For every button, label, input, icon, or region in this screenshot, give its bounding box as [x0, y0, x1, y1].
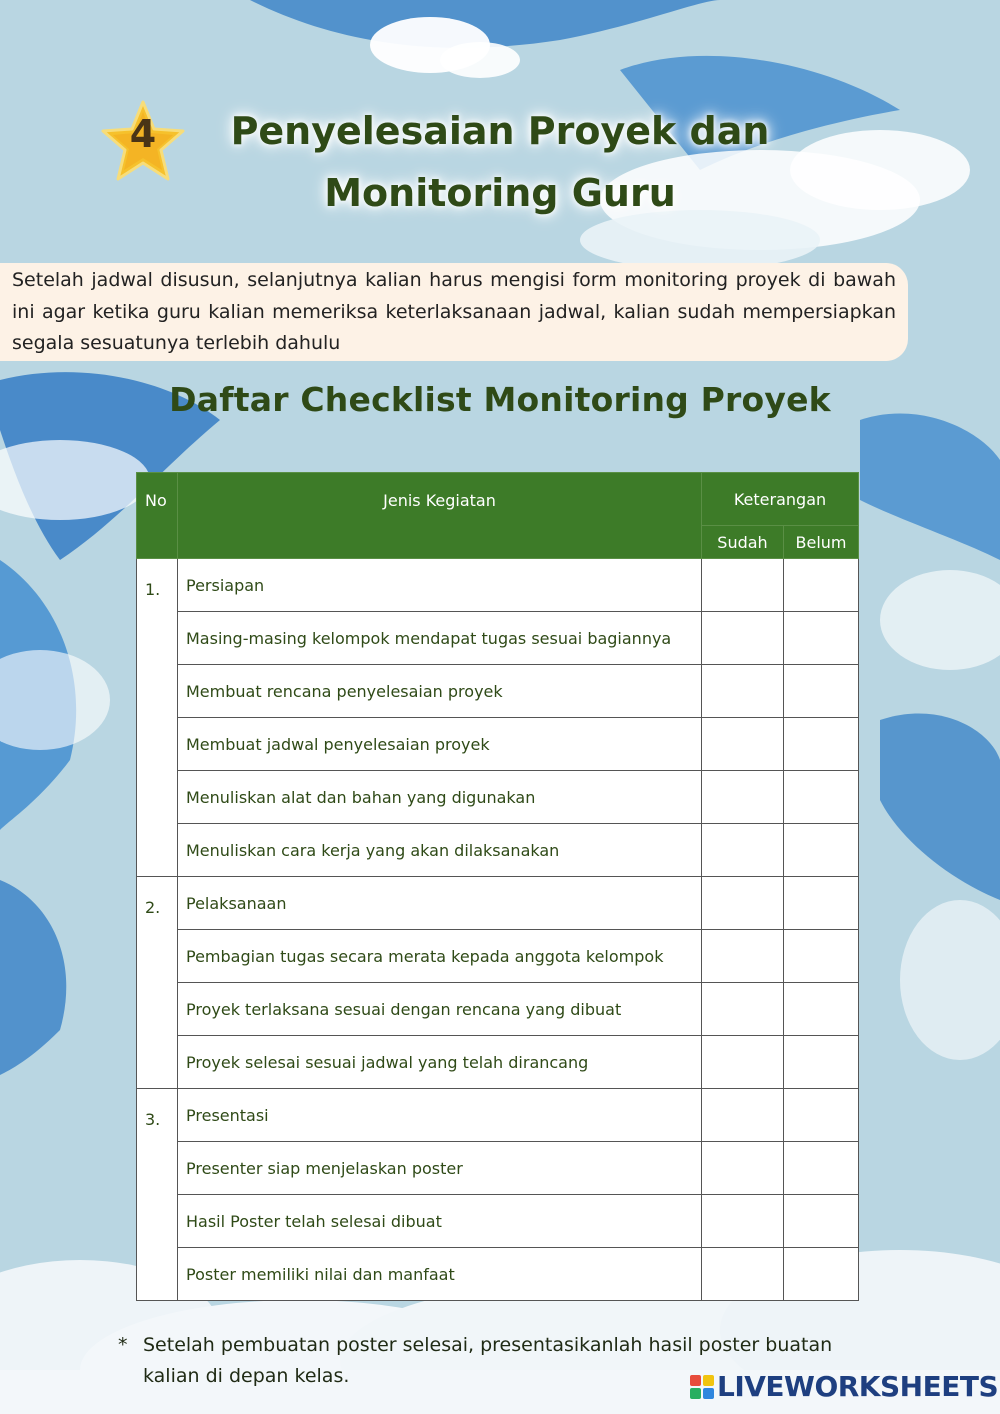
- activity-label: Membuat rencana penyelesaian proyek: [178, 665, 702, 718]
- belum-cell[interactable]: [784, 665, 859, 718]
- sudah-cell[interactable]: [702, 824, 784, 877]
- header-belum: Belum: [784, 526, 859, 559]
- activity-label: Hasil Poster telah selesai dibuat: [178, 1195, 702, 1248]
- sudah-cell[interactable]: [702, 983, 784, 1036]
- belum-cell[interactable]: [784, 930, 859, 983]
- table-row: [137, 1142, 859, 1195]
- activity-label: Presenter siap menjelaskan poster: [178, 1142, 702, 1195]
- belum-cell[interactable]: [784, 1089, 859, 1142]
- activity-label: Poster memiliki nilai dan manfaat: [178, 1248, 702, 1301]
- belum-cell[interactable]: [784, 1195, 859, 1248]
- table-row: [137, 1195, 859, 1248]
- sudah-cell[interactable]: [702, 771, 784, 824]
- sudah-cell[interactable]: [702, 1142, 784, 1195]
- sudah-cell[interactable]: [702, 877, 784, 930]
- row-number: 3.: [137, 1089, 178, 1301]
- activity-label: Menuliskan cara kerja yang akan dilaksanakan: [178, 824, 702, 877]
- sudah-cell[interactable]: [702, 559, 784, 612]
- sudah-cell[interactable]: [702, 1195, 784, 1248]
- header-no: No: [137, 473, 178, 559]
- checklist-table: [136, 472, 859, 1301]
- activity-label: Proyek terlaksana sesuai dengan rencana yang dibuat: [178, 983, 702, 1036]
- checklist-title: Daftar Checklist Monitoring Proyek: [169, 380, 831, 419]
- title-line-2: Monitoring Guru: [324, 171, 676, 215]
- activity-label: Persiapan: [178, 559, 702, 612]
- table-row: [137, 983, 859, 1036]
- sudah-cell[interactable]: [702, 930, 784, 983]
- belum-cell[interactable]: [784, 612, 859, 665]
- belum-cell[interactable]: [784, 1142, 859, 1195]
- activity-label: Masing-masing kelompok mendapat tugas sesuai bagiannya: [178, 612, 702, 665]
- footnote-asterisk: *: [118, 1334, 128, 1356]
- table-row: [137, 718, 859, 771]
- belum-cell[interactable]: [784, 718, 859, 771]
- sudah-cell[interactable]: [702, 1036, 784, 1089]
- belum-cell[interactable]: [784, 983, 859, 1036]
- header-jenis-kegiatan: Jenis Kegiatan: [178, 473, 702, 559]
- liveworksheets-logo: [690, 1370, 998, 1403]
- step-number: 4: [129, 112, 157, 156]
- row-number: 2.: [137, 877, 178, 1089]
- activity-label: Menuliskan alat dan bahan yang digunakan: [178, 771, 702, 824]
- table-row: [137, 1089, 859, 1142]
- belum-cell[interactable]: [784, 1248, 859, 1301]
- table-row: [137, 877, 859, 930]
- title-line-1: Penyelesaian Proyek dan: [230, 109, 770, 153]
- table-row: [137, 1036, 859, 1089]
- activity-label: Membuat jadwal penyelesaian proyek: [178, 718, 702, 771]
- table-row: [137, 665, 859, 718]
- table-row: [137, 612, 859, 665]
- belum-cell[interactable]: [784, 771, 859, 824]
- row-number: 1.: [137, 559, 178, 877]
- footnote-text: Setelah pembuatan poster selesai, presentasikanlah hasil poster buatan kalian di depan kelas.: [143, 1334, 833, 1387]
- sudah-cell[interactable]: [702, 718, 784, 771]
- table-row: [137, 824, 859, 877]
- belum-cell[interactable]: [784, 877, 859, 930]
- activity-label: Pelaksanaan: [178, 877, 702, 930]
- sudah-cell[interactable]: [702, 1089, 784, 1142]
- header-keterangan: Keterangan: [702, 473, 859, 526]
- table-row: [137, 1248, 859, 1301]
- table-row: [137, 559, 859, 612]
- header-sudah: Sudah: [702, 526, 784, 559]
- intro-paragraph: Setelah jadwal disusun, selanjutnya kalian harus mengisi form monitoring proyek di bawah ini agar ketika guru kalian memeriksa keterlaksanaan jadwal, kalian sudah mempersiapkan segala sesuatunya terlebih dahulu: [0, 263, 908, 361]
- belum-cell[interactable]: [784, 559, 859, 612]
- activity-label: Proyek selesai sesuai jadwal yang telah dirancang: [178, 1036, 702, 1089]
- sudah-cell[interactable]: [702, 612, 784, 665]
- sudah-cell[interactable]: [702, 1248, 784, 1301]
- page-title: [150, 100, 850, 224]
- sudah-cell[interactable]: [702, 665, 784, 718]
- brand-grid-icon: [690, 1375, 714, 1399]
- table-row: [137, 771, 859, 824]
- table-row: [137, 930, 859, 983]
- brand-name: LIVEWORKSHEETS: [717, 1370, 999, 1403]
- belum-cell[interactable]: [784, 1036, 859, 1089]
- belum-cell[interactable]: [784, 824, 859, 877]
- activity-label: Pembagian tugas secara merata kepada anggota kelompok: [178, 930, 702, 983]
- activity-label: Presentasi: [178, 1089, 702, 1142]
